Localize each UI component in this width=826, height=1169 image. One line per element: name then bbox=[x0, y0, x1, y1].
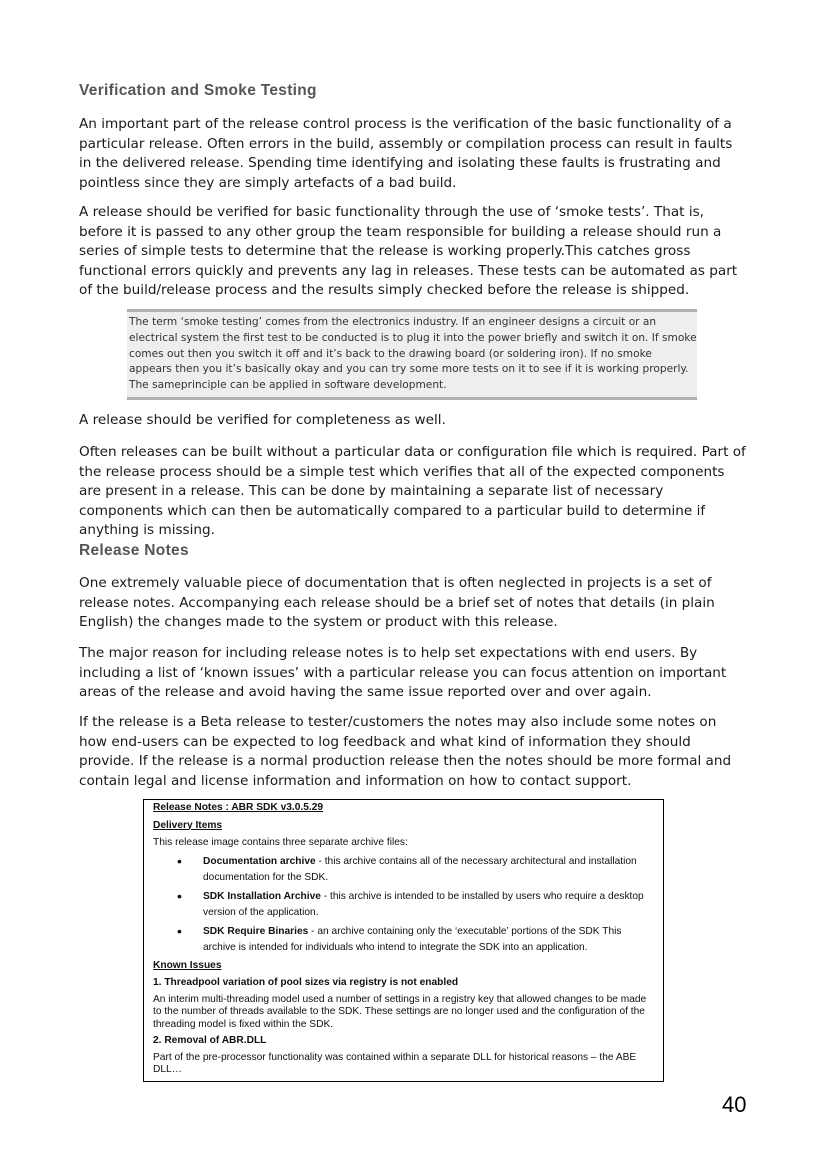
paragraph-expectations: The major reason for including release notes is to help set expectations with end users. By including a list of ‘known issues’ with a particular release you can focus attention on important areas of the release and avoid having the same issue reported over and over again. bbox=[79, 645, 727, 700]
page-number: 40 bbox=[722, 1092, 747, 1117]
delivery-items-heading: Delivery Items bbox=[153, 819, 223, 831]
paragraph-smoke-tests: A release should be verified for basic functionality through the use of ‘smoke tests’. That is, before it is passed to any other group the team responsible for building a release should run a series of simple tests to determine that the release is working properly.This catches gross functional errors quickly and prevents any lag in releases. These tests can be automated as part of the build/release process and the results simply checked before the release is shipped. bbox=[79, 204, 738, 298]
paragraph-release-notes-intro: One extremely valuable piece of documentation that is often neglected in projects is a set of release notes. Accompanying each release should be a brief set of notes that details (in plain English) the changes made to the system or product with this release. bbox=[79, 575, 715, 630]
item-name: SDK Require Binaries bbox=[203, 925, 309, 937]
list-item bbox=[177, 887, 653, 921]
paragraph-beta-release: If the release is a Beta release to tester/customers the notes may also include some notes on how end-users can be expected to log feedback and what kind of information they should provide. If the release is a normal production release then the notes should be more formal and contain legal and license information and information on how to contact support. bbox=[79, 714, 732, 789]
delivery-intro: This release image contains three separate archive files: bbox=[153, 837, 408, 848]
paragraph-verification-intro: An important part of the release control process is the verification of the basic functionality of a particular release. Often errors in the build, assembly or compilation process can result in faults in the delivered release. Spending time identifying and isolating these faults is frustrating and pointless since they are simply artefacts of a bad build. bbox=[79, 116, 733, 191]
item-name: Documentation archive bbox=[203, 855, 316, 867]
item-text: - this archive contains all of the necessary architectural and installation documentation for the SDK. bbox=[203, 855, 637, 883]
bullet-icon: • bbox=[177, 887, 182, 904]
list-item bbox=[177, 922, 653, 956]
bullet-icon: • bbox=[177, 922, 182, 939]
paragraph-missing-files: Often releases can be built without a particular data or configuration file which is required. Part of the release process should be a simple test which verifies that all of the expected components are present in a release. This can be done by maintaining a separate list of necessary components which can then be automatically compared to a particular build to determine if anything is missing. bbox=[79, 444, 746, 538]
smoke-testing-callout: The term ‘smoke testing’ comes from the electronics industry. If an engineer designs a circuit or an electrical system the first test to be conducted is to plug it into the power briefly and switch it on. If smoke comes out then you switch it off and it’s back to the drawing board (or soldering iron). If no smoke appears then you it’s basically okay and you can try some more tests on it to see if it is working properly. The sameprinciple can be applied in software development. bbox=[127, 309, 697, 400]
delivery-items-list bbox=[153, 854, 653, 956]
issue-2-text: Part of the pre-processor functionality was contained within a separate DLL for historical reasons – the ABE DLL… bbox=[153, 1051, 637, 1075]
item-text: - this archive is intended to be installed by users who require a desktop version of the application. bbox=[203, 890, 644, 918]
paragraph-completeness: A release should be verified for completeness as well. bbox=[79, 412, 446, 428]
issue-1-text: An interim multi-threading model used a number of settings in a registry key that allowed changes to be made to the number of threads available to the SDK. These settings are no longer used and the configuration of the threading model is fixed within the SDK. bbox=[153, 993, 647, 1030]
release-notes-example bbox=[143, 799, 664, 1082]
heading-release-notes: Release Notes bbox=[79, 542, 189, 559]
example-title: Release Notes : ABR SDK v3.0.5.29 bbox=[153, 802, 324, 813]
known-issues-heading: Known Issues bbox=[153, 959, 222, 971]
item-name: SDK Installation Archive bbox=[203, 890, 321, 902]
list-item bbox=[177, 852, 653, 886]
bullet-icon: • bbox=[177, 852, 182, 869]
issue-2-title: 2. Removal of ABR.DLL bbox=[153, 1035, 267, 1046]
item-text: - an archive containing only the ‘executable’ portions of the SDK This archive is intended for individuals who intend to integrate the SDK into an application. bbox=[203, 925, 622, 953]
heading-verification: Verification and Smoke Testing bbox=[79, 82, 317, 99]
issue-1-title: 1. Threadpool variation of pool sizes via registry is not enabled bbox=[153, 977, 459, 988]
